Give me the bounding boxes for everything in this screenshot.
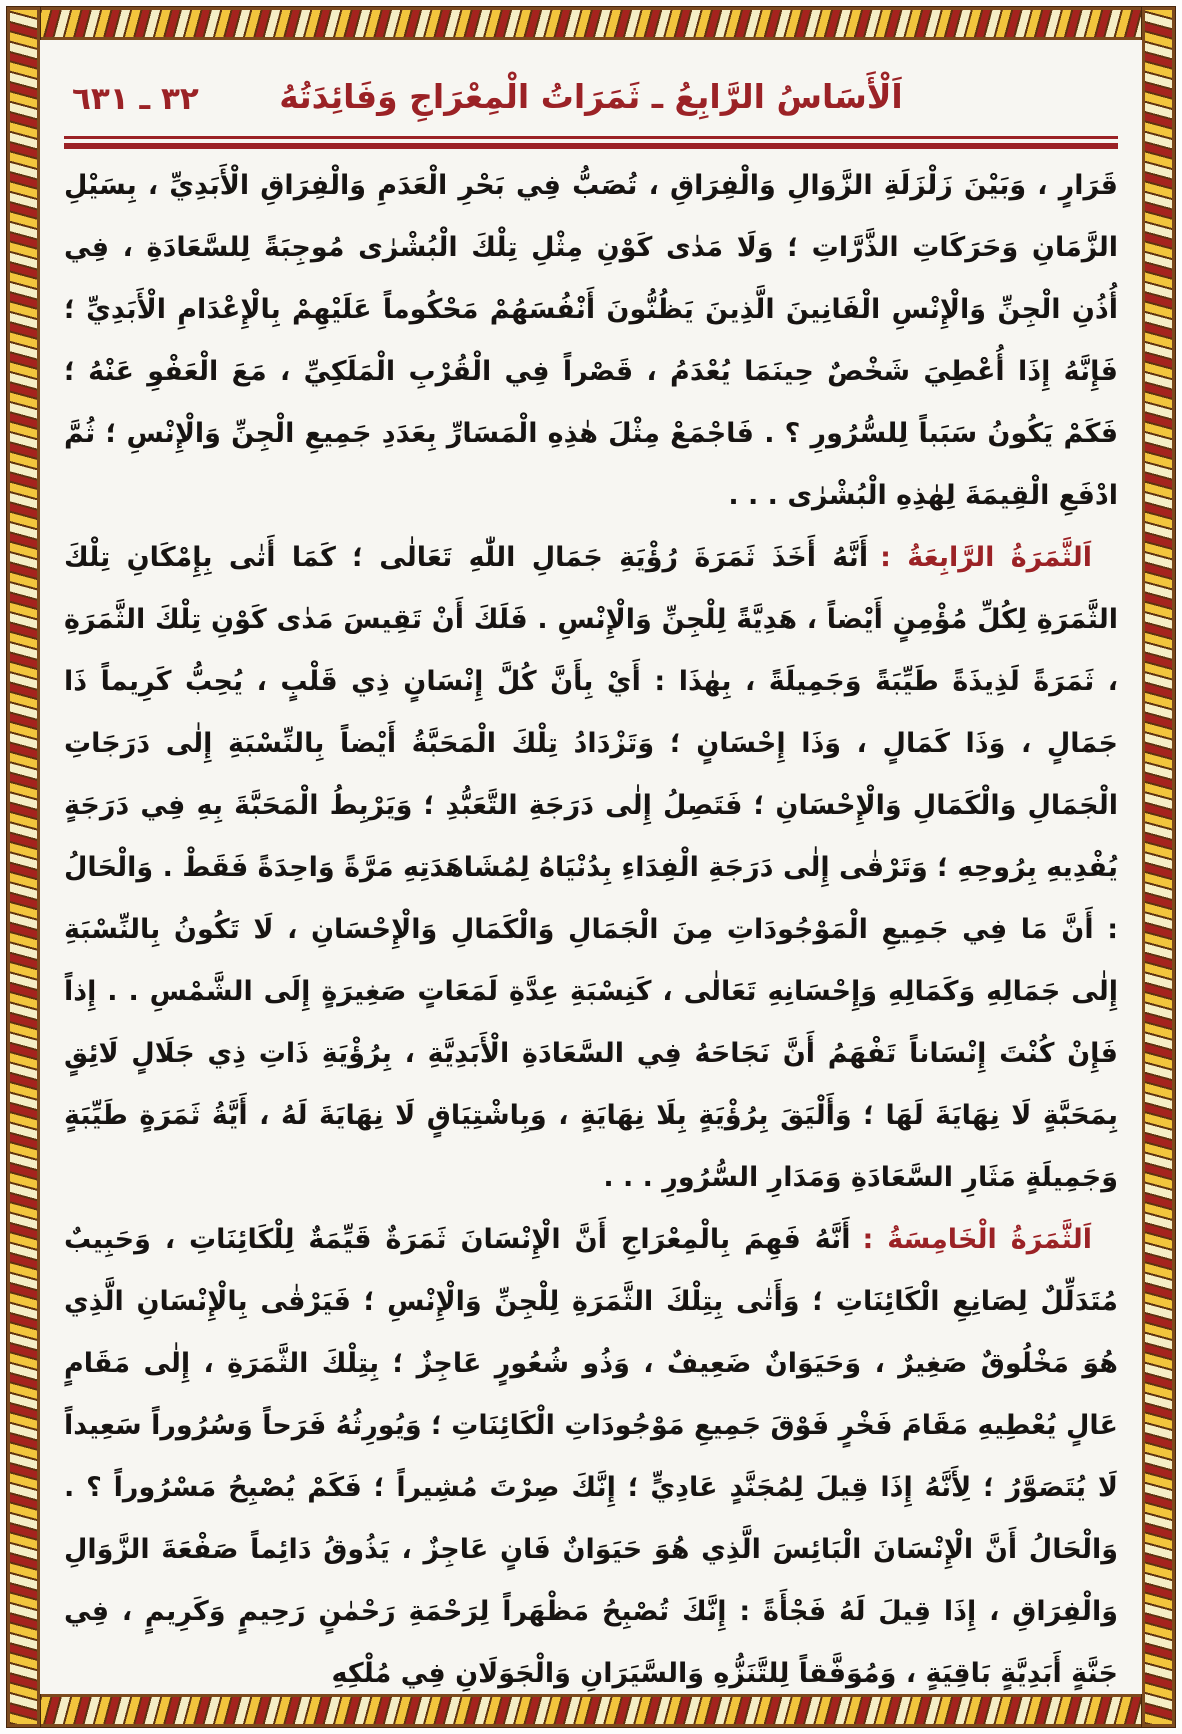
body-paragraph-fourth-fruit xyxy=(64,527,1118,1209)
page-content xyxy=(40,40,1142,1694)
page-header xyxy=(64,74,1118,120)
paragraph-text: قَرَارٍ ، وَبَيْنَ زَلْزَلَةِ الزَّوَالِ وَالْفِرَاقِ ، تُصَبُّ فِي بَحْرِ الْعَدَمِ وَالْفِرَاقِ الْأَبَدِيِّ ، بِسَيْلِ الزَّمَانِ وَحَرَكَاتِ الذَّرَّاتِ ؛ وَلَا مَدٰى كَوْنِ مِثْلِ تِلْكَ الْبُشْرٰى مُوجِبَةً لِلسَّعَادَةِ ، فِي أُذُنِ الْجِنِّ وَالْإِنْسِ الْفَانِينَ الَّذِينَ يَظُنُّونَ أَنْفُسَهُمْ مَحْكُوماً عَلَيْهِمْ بِالْإِعْدَامِ الْأَبَدِيِّ ؛ فَإِنَّهُ إِذَا أُعْطِيَ شَخْصٌ حِينَمَا يُعْدَمُ ، قَصْراً فِي الْقُرْبِ الْمَلَكِيِّ ، مَعَ الْعَفْوِ عَنْهُ ؛ فَكَمْ يَكُونُ سَبَباً لِلسُّرُورِ ؟ . فَاجْمَعْ مِثْلَ هٰذِهِ الْمَسَارِّ بِعَدَدِ جَمِيعِ الْجِنِّ وَالْإِنْسِ ؛ ثُمَّ ادْفَعِ الْقِيمَةَ لِهٰذِهِ الْبُشْرٰى . . . xyxy=(64,170,1118,511)
paragraph-text: أَنَّهُ أَخَذَ ثَمَرَةَ رُؤْيَةِ جَمَالِ اللّٰهِ تَعَالٰى ؛ كَمَا أَتٰى بِإِمْكَانِ تِلْكَ الثَّمَرَةِ لِكُلِّ مُؤْمِنٍ أَيْضاً ، هَدِيَّةً لِلْجِنِّ وَالْإِنْسِ . فَلَكَ أَنْ تَقِيسَ مَدٰى كَوْنِ تِلْكَ الثَّمَرَةِ ، ثَمَرَةً لَذِيذَةً طَيِّبَةً وَجَمِيلَةً ، بِهٰذَا : أَيْ بِأَنَّ كُلَّ إِنْسَانٍ ذِي قَلْبٍ ، يُحِبُّ كَرِيماً ذَا جَمَالٍ ، وَذَا كَمَالٍ ، وَذَا إِحْسَانٍ ؛ وَتَزْدَادُ تِلْكَ الْمَحَبَّةُ أَيْضاً بِالنِّسْبَةِ إِلٰى دَرَجَاتِ الْجَمَالِ وَالْكَمَالِ وَالْإِحْسَانِ ؛ فَتَصِلُ إِلٰى دَرَجَةِ التَّعَبُّدِ ؛ وَيَرْبِطُ الْمَحَبَّةَ بِهِ فِي دَرَجَةٍ يُفْدِيهِ بِرُوحِهِ ؛ وَتَرْقٰى إِلٰى دَرَجَةِ الْفِدَاءِ بِدُنْيَاهُ لِمُشَاهَدَتِهِ مَرَّةً وَاحِدَةً فَقَطْ . وَالْحَالُ : أَنَّ مَا فِي جَمِيعِ الْمَوْجُودَاتِ مِنَ الْجَمَالِ وَالْكَمَالِ وَالْإِحْسَانِ ، لَا تَكُونُ بِالنِّسْبَةِ إِلٰى جَمَالِهِ وَكَمَالِهِ وَإِحْسَانِهِ تَعَالٰى ، كَنِسْبَةِ عِدَّةِ لَمَعَاتٍ صَغِيرَةٍ إِلَى الشَّمْسِ . . إِذاً فَإِنْ كُنْتَ إِنْسَاناً تَفْهَمُ أَنَّ نَجَاحَهُ فِي السَّعَادَةِ الْأَبَدِيَّةِ ، بِرُؤْيَةِ ذَاتِ ذِي جَلَالٍ لَائِقٍ بِمَحَبَّةٍ لَا نِهَايَةَ لَهَا ؛ وَأَلْيَقَ بِرُؤْيَةٍ بِلَا نِهَايَةٍ ، وَبِاشْتِيَاقٍ لَا نِهَايَةَ لَهُ ، أَيَّةُ ثَمَرَةٍ طَيِّبَةٍ وَجَمِيلَةٍ مَثَارِ السَّعَادَةِ وَمَدَارِ السُّرُورِ . . . xyxy=(64,542,1118,1193)
section-heading-fourth-fruit: اَلثَّمَرَةُ الرَّابِعَةُ : xyxy=(880,542,1092,573)
body-paragraph-fifth-fruit xyxy=(64,1209,1118,1705)
border-top-chain xyxy=(7,7,1175,40)
header-divider xyxy=(64,136,1118,149)
border-right-chain xyxy=(1142,7,1175,1727)
paragraph-text: أَنَّهُ فَهِمَ بِالْمِعْرَاجِ أَنَّ الْإِنْسَانَ ثَمَرَةٌ قَيِّمَةٌ لِلْكَائِنَاتِ ، وَحَبِيبٌ مُتَدَلِّلٌ لِصَانِعِ الْكَائِنَاتِ ؛ وَأَتٰى بِتِلْكَ الثَّمَرَةِ لِلْجِنِّ وَالْإِنْسِ ؛ فَيَرْقٰى بِالْإِنْسَانِ الَّذِي هُوَ مَخْلُوقٌ صَغِيرٌ ، وَحَيَوَانٌ ضَعِيفٌ ، وَذُو شُعُورٍ عَاجِزٌ ؛ بِتِلْكَ الثَّمَرَةِ ، إِلٰى مَقَامٍ عَالٍ يُعْطِيهِ مَقَامَ فَخْرٍ فَوْقَ جَمِيعِ مَوْجُودَاتِ الْكَائِنَاتِ ؛ وَيُورِثُهُ فَرَحاً وَسُرُوراً سَعِيداً لَا يُتَصَوَّرُ ؛ لِأَنَّهُ إِذَا قِيلَ لِمُجَنَّدٍ عَادِيٍّ ؛ إِنَّكَ صِرْتَ مُشِيراً ؛ فَكَمْ يُصْبِحُ مَسْرُوراً ؟ . وَالْحَالُ أَنَّ الْإِنْسَانَ الْبَائِسَ الَّذِي هُوَ حَيَوَانٌ فَانٍ عَاجِزٌ ، يَذُوقُ دَائِماً صَفْعَةَ الزَّوَالِ وَالْفِرَاقِ ، إِذَا قِيلَ لَهُ فَجْأَةً : إِنَّكَ تُصْبِحُ مَظْهَراً لِرَحْمَةِ رَحْمٰنٍ رَحِيمٍ وَكَرِيمٍ ، فِي جَنَّةٍ أَبَدِيَّةٍ بَاقِيَةٍ ، وَمُوَفَّقاً لِلتَّنَزُّهِ وَالسَّيَرَانِ وَالْجَوَلَانِ فِي مُلْكِهِ xyxy=(64,1224,1118,1689)
section-heading-fifth-fruit: اَلثَّمَرَةُ الْخَامِسَةُ : xyxy=(862,1224,1093,1255)
divider-thin-line xyxy=(64,136,1118,139)
page-title: اَلْأَسَاسُ الرَّابِعُ ـ ثَمَرَاتُ الْمِعْرَاجِ وَفَائِدَتُهُ xyxy=(279,77,903,116)
body-paragraph-continuation xyxy=(64,155,1118,527)
body-text xyxy=(64,155,1118,1705)
divider-thick-line xyxy=(64,143,1118,149)
page-number: ٣٢ ـ ٦٣١ xyxy=(72,81,199,117)
border-left-chain xyxy=(7,7,40,1727)
